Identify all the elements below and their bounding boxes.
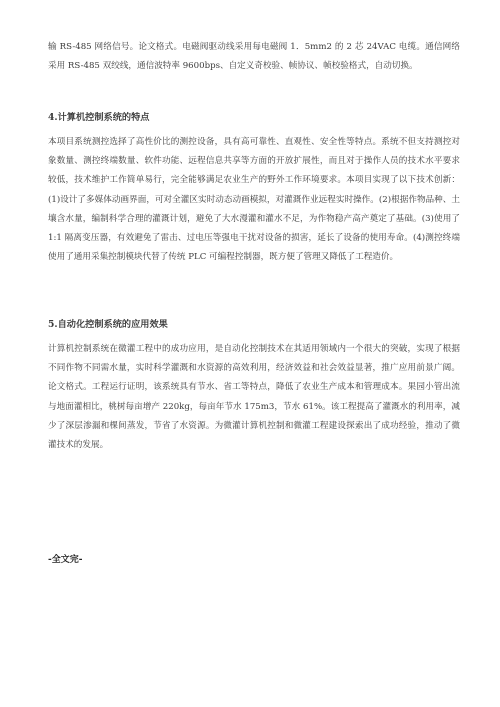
intro-paragraph: 输 RS-485 网络信号。论文格式。电磁阀驱动线采用每电磁阀 1．5mm2 的 2 芯 24VAC 电缆。通信网络采用 RS-485 双绞线，通信波特率 9600bps、自定义奇校验、帧协议、帧校验格式，自动切换。 [48,42,460,72]
end-of-document-mark: -全文完- [48,555,83,565]
section-4-heading: 4.计算机控制系统的特点 [48,112,150,123]
section-4-body: 本项目系统测控选择了高性价比的测控设备，具有高可靠性、直观性、安全性等特点。系统不但支持测控对象数量、测控终端数量、软件功能、远程信息共享等方面的开放扩展性，而且对于操作人员的技术水平要求较低，技术维护工作简单易行，完全能够满足农业生产的野外工作环境要求。本项目实现了以下技术创新：(1)设计了多媒体动画界面，可对全灌区实时动态动画模拟，对灌溉作业远程实时操作。(2)根据作物品种、土壤含水量，编制科学合理的灌溉计划，避免了大水漫灌和灌水不足，为作物稳产高产奠定了基础。(3)使用了 1:1 隔离变压器，有效避免了雷击、过电压等强电干扰对设备的损害，延长了设备的使用寿命。(4)测控终端使用了通用采集控制模块代替了传统 PLC 可编程控制器，既方便了管理又降低了工程造价。 [48,137,460,263]
section-5-heading: 5.自动化控制系统的应用效果 [48,319,168,330]
section-5-body: 计算机控制系统在微灌工程中的成功应用，是自动化控制技术在其适用领域内一个很大的突破，实现了根据不同作物不同需水量，实时科学灌溉和水资源的高效利用，经济效益和社会效益显著，推广应用前景广阔。论文格式。工程运行证明，该系统具有节水、省工等特点，降低了农业生产成本和管理成本。果园小管出流与地面灌相比，桃树每亩增产 220kg，每亩年节水 175m3，节水 61%。该工程提高了灌溉水的利用率，减少了深层渗漏和棵间蒸发，节省了水资源。为微灌计算机控制和微灌工程建设探索出了成功经验，推动了微灌技术的发展。 [48,344,460,451]
